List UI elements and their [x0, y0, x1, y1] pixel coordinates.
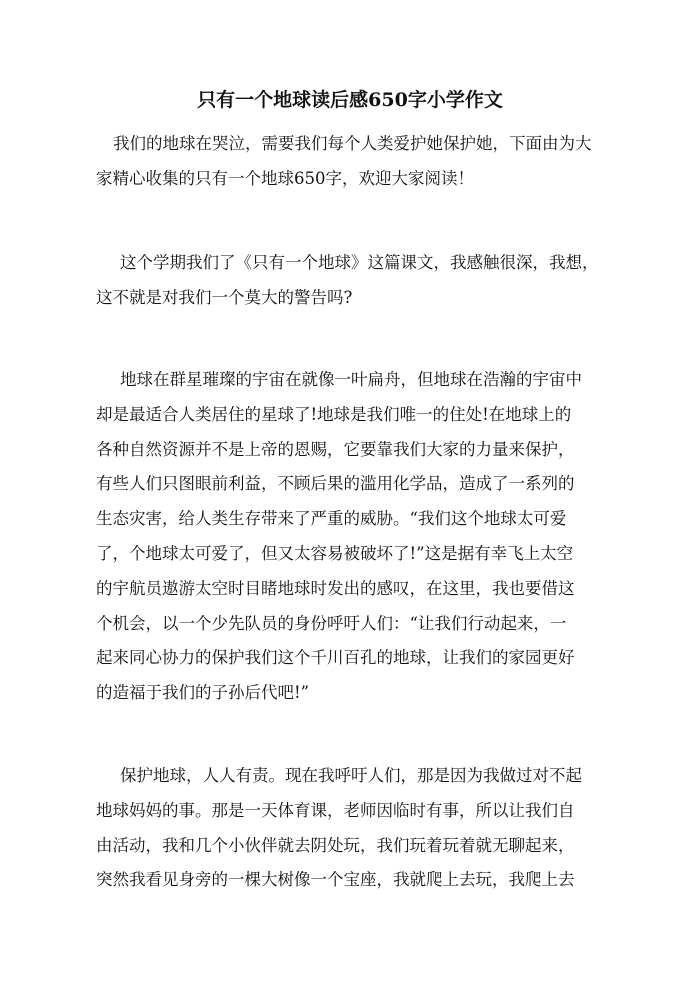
paragraph-line: 起来同心协力的保护我们这个千川百孔的地球，让我们的家园更好	[96, 648, 575, 667]
paragraph-line: 却是最适合人类居住的星球了!地球是我们唯一的住处!在地球上的	[96, 405, 572, 424]
paragraph-line: 个机会，以一个少先队员的身份呼吁人们：“让我们行动起来，一	[96, 614, 567, 633]
paragraph-line: 生态灾害，给人类生存带来了严重的威胁。“我们这个地球太可爱	[96, 509, 567, 528]
paragraph-line: 突然我看见身旁的一棵大树像一个宝座，我就爬上去玩，我爬上去	[96, 870, 575, 889]
paragraph-line: 地球妈妈的事。那是一天体育课，老师因临时有事，所以让我们自	[96, 801, 575, 820]
paragraph-line: 家精心收集的只有一个地球650字，欢迎大家阅读！	[96, 169, 474, 188]
paragraph-line: 的造福于我们的子孙后代吧!”	[96, 683, 310, 702]
paragraph-line: 有些人们只图眼前利益，不顾后果的滥用化学品，造成了一系列的	[96, 474, 575, 493]
paragraph-line: 各种自然资源并不是上帝的恩赐，它要靠我们大家的力量来保护，	[96, 440, 575, 459]
paragraph-line: 了，个地球太可爱了，但又太容易被破坏了!”这是据有幸飞上太空	[96, 544, 574, 563]
paragraph-line: 这不就是对我们一个莫大的警告吗?	[96, 288, 353, 307]
paragraph-line: 由活动，我和几个小伙伴就去阴处玩，我们玩着玩着就无聊起来，	[96, 836, 575, 855]
document-title: 只有一个地球读后感650字小学作文	[197, 89, 503, 111]
paragraph-line: 地球在群星璀璨的宇宙在就像一叶扁舟，但地球在浩瀚的宇宙中	[120, 370, 582, 389]
paragraph-line: 这个学期我们了《只有一个地球》这篇课文，我感触很深，我想，	[120, 253, 599, 272]
paragraph-line: 保护地球，人人有责。现在我呼吁人们，那是因为我做过对不起	[120, 766, 582, 785]
paragraph-line: 的宇航员遨游太空时目睹地球时发出的感叹，在这里，我也要借这	[96, 579, 575, 598]
paragraph-line: 我们的地球在哭泣，需要我们每个人类爱护她保护她，下面由为大	[113, 134, 592, 153]
